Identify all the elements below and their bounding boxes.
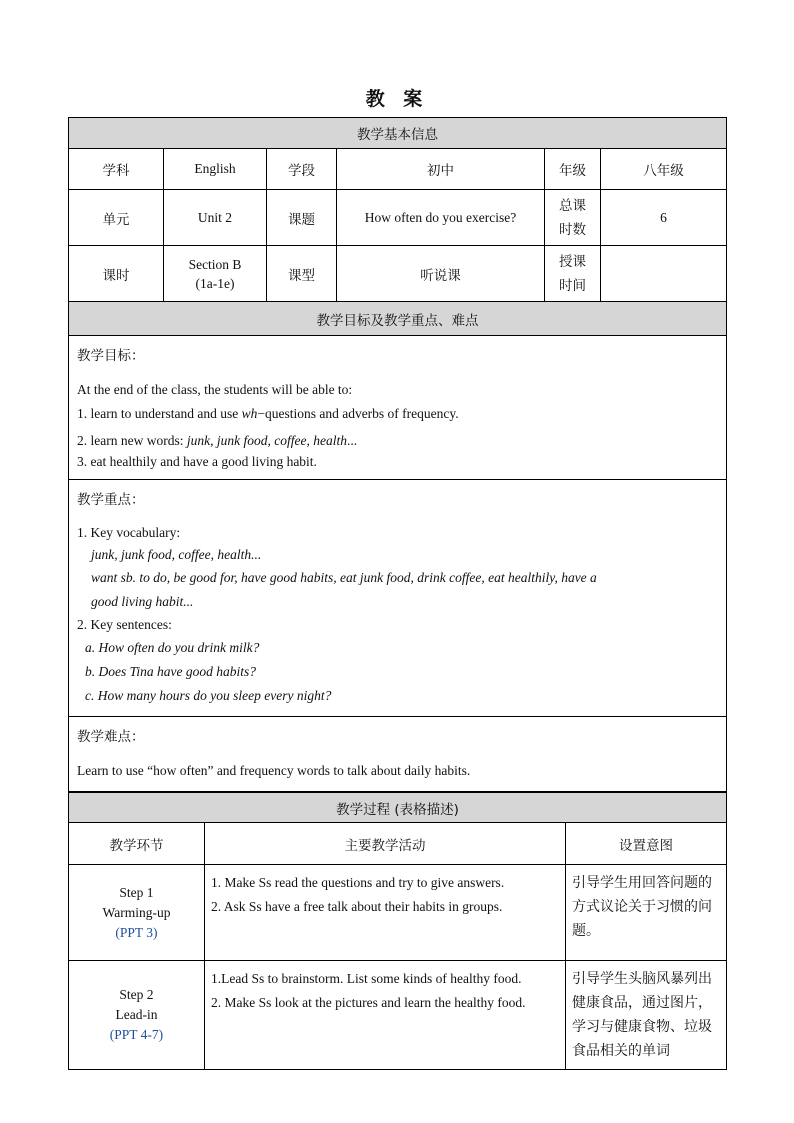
period-value: Section B (1a-1e) [164, 246, 267, 302]
col-activity-header: 主要教学活动 [205, 823, 566, 865]
goal-1: 1. learn to understand and use wh−questions and adverbs of frequency. [77, 406, 459, 421]
basic-info-header: 教学基本信息 [69, 118, 727, 149]
difficulties-text: Learn to use “how often” and frequency words to talk about daily habits. [77, 763, 471, 778]
key-vocab-phrases-cont: good living habit... [91, 594, 194, 609]
teaching-goals-section [69, 336, 727, 480]
goals-intro: At the end of the class, the students will be able to: [77, 382, 353, 397]
topic-value: How often do you exercise? [337, 190, 545, 246]
key-points-label: 教学重点： [77, 492, 145, 508]
step-1-activities: 1. Make Ss read the questions and try to give answers. 2. Ask Ss have a free talk about their habits in groups. [205, 865, 566, 961]
goal-3: 3. eat healthily and have a good living habit. [77, 454, 317, 469]
stage-label: 学段 [267, 149, 337, 190]
key-sentence-b: b. Does Tina have good habits? [85, 664, 256, 679]
type-value: 听说课 [337, 246, 545, 302]
unit-value: Unit 2 [164, 190, 267, 246]
period-label: 课时 [69, 246, 164, 302]
step-2-purpose: 引导学生头脑风暴列出健康食品，通过图片，学习与健康食物、垃圾食品相关的单词 [566, 961, 727, 1070]
key-sentence-c: c. How many hours do you sleep every night? [85, 688, 332, 703]
process-header: 教学过程 (表格描述) [69, 793, 727, 823]
difficulties-section [69, 717, 727, 792]
key-points-section [69, 480, 727, 717]
col-stage-header: 教学环节 [69, 823, 205, 865]
unit-label: 单元 [69, 190, 164, 246]
key-vocab-phrases: want sb. to do, be good for, have good habits, eat junk food, drink coffee, eat healthily, have a [91, 570, 597, 585]
stage-value: 初中 [337, 149, 545, 190]
page-title: 教 案 [365, 88, 429, 110]
type-label: 课型 [267, 246, 337, 302]
total-hours-label: 总课 时数 [545, 190, 601, 246]
grade-label: 年级 [545, 149, 601, 190]
subject-value: English [164, 149, 267, 190]
grade-value: 八年级 [601, 149, 727, 190]
step-2-cell: Step 2 Lead-in (PPT 4-7) [69, 961, 205, 1070]
process-table [68, 792, 727, 1070]
key-vocab-title: 1. Key vocabulary: [77, 525, 181, 540]
topic-label: 课题 [267, 190, 337, 246]
teach-time-label: 授课 时间 [545, 246, 601, 302]
goals-label: 教学目标： [77, 348, 145, 364]
teach-time-value [601, 246, 727, 302]
step-1-purpose: 引导学生用回答问题的方式议论关于习惯的问题。 [566, 865, 727, 961]
goal-2: 2. learn new words: junk, junk food, coffee, health... [77, 433, 358, 448]
col-purpose-header: 设置意图 [566, 823, 727, 865]
total-hours-value: 6 [601, 190, 727, 246]
objectives-header: 教学目标及教学重点、难点 [69, 302, 727, 336]
subject-label: 学科 [69, 149, 164, 190]
step-1-cell: Step 1 Warming-up (PPT 3) [69, 865, 205, 961]
key-vocab-words: junk, junk food, coffee, health... [91, 547, 262, 562]
key-sentence-a: a. How often do you drink milk? [85, 640, 260, 655]
difficulties-label: 教学难点： [77, 729, 145, 745]
lesson-plan-table [68, 117, 726, 1070]
step-2-activities: 1.Lead Ss to brainstorm. List some kinds of healthy food. 2. Make Ss look at the pictures and learn the healthy food. [205, 961, 566, 1070]
key-sentences-title: 2. Key sentences: [77, 617, 172, 632]
